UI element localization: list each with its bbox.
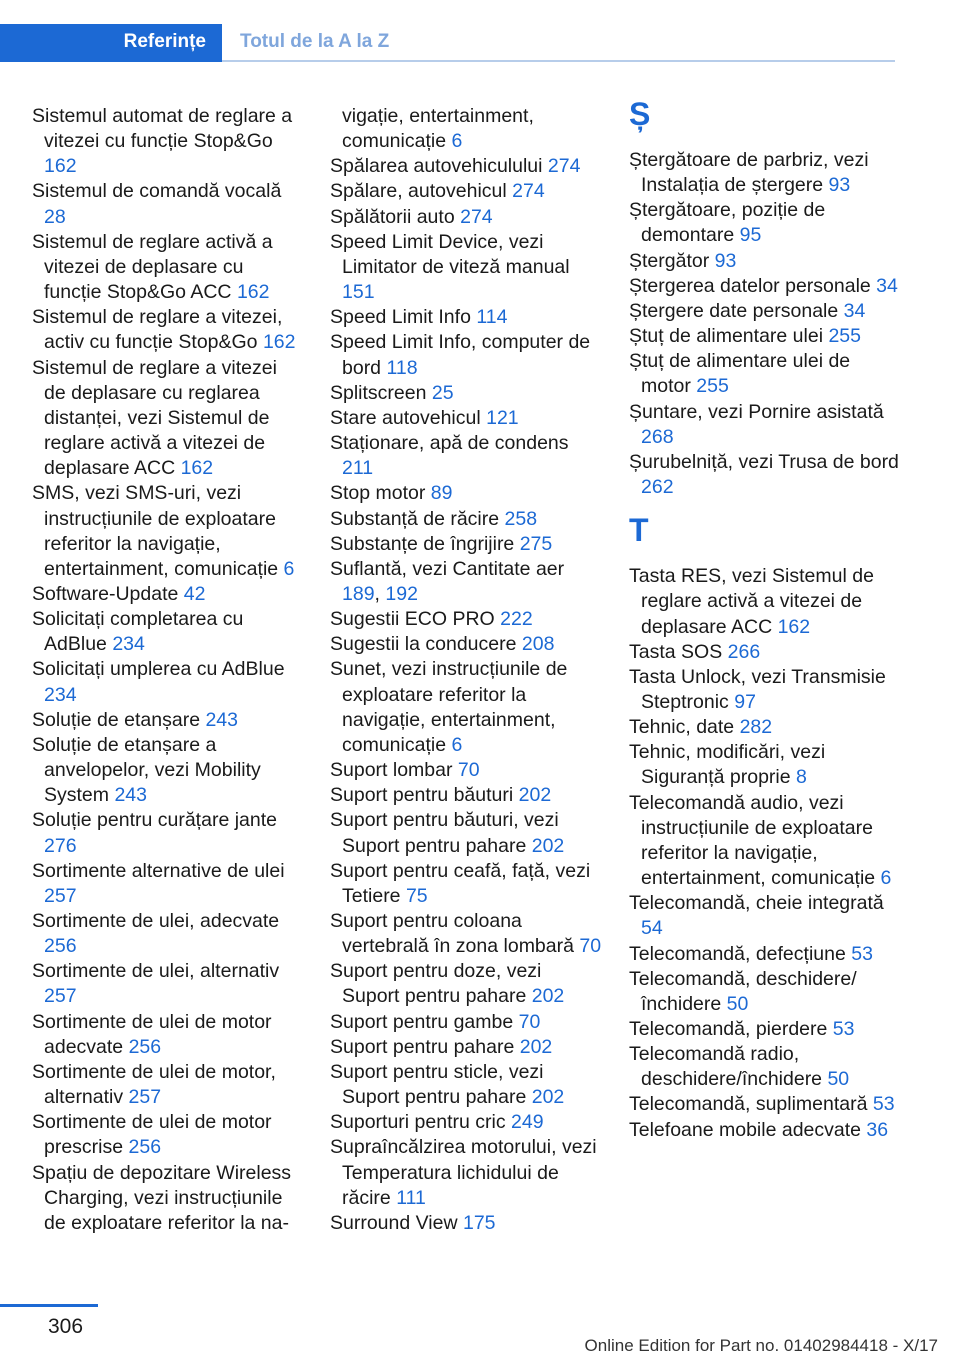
index-entry bbox=[330, 1010, 602, 1035]
page-reference-link[interactable]: 282 bbox=[739, 716, 773, 739]
index-entry bbox=[330, 607, 602, 632]
index-entry-text: Suflantă, vezi Cantitate aer bbox=[330, 557, 565, 580]
page-reference-link[interactable]: 114 bbox=[476, 306, 508, 329]
index-column-1 bbox=[32, 104, 304, 1236]
index-entry bbox=[330, 1060, 602, 1110]
page-reference-link[interactable]: 54 bbox=[641, 917, 663, 940]
index-entry-text: SMS, vezi SMS-uri, vezi instrucțiunile de exploatare referitor la navigație, entertainment, comunicație bbox=[32, 482, 284, 580]
section-letter: T bbox=[629, 512, 649, 549]
index-entry bbox=[330, 909, 602, 959]
tab-a-to-z[interactable]: Totul de la A la Z bbox=[240, 31, 390, 52]
index-entry-text: Solicitați completarea cu AdBlue bbox=[32, 608, 244, 656]
page-reference-link[interactable]: 50 bbox=[726, 992, 749, 1015]
index-entry-text: Ștergătoare, poziție de demontare bbox=[629, 199, 826, 247]
page-reference-link[interactable]: 70 bbox=[457, 759, 480, 782]
index-entry bbox=[32, 909, 304, 959]
index-entry bbox=[32, 607, 304, 657]
index-entry bbox=[32, 179, 304, 229]
index-entry bbox=[629, 274, 901, 299]
index-entry-text: Tehnic, modificări, vezi Siguranță proprie bbox=[629, 741, 826, 789]
index-entry-text: Ștergător bbox=[629, 249, 715, 272]
index-entry bbox=[32, 859, 304, 909]
page-reference-link[interactable]: 162 bbox=[236, 281, 270, 304]
page-reference-link[interactable]: 25 bbox=[431, 381, 454, 404]
page-reference-link[interactable]: 34 bbox=[843, 299, 866, 322]
index-entry bbox=[330, 381, 602, 406]
index-entry-text: Spălarea autovehiculului bbox=[330, 155, 548, 178]
index-entry bbox=[32, 104, 304, 179]
tab-references[interactable] bbox=[0, 24, 222, 62]
index-entry bbox=[629, 740, 901, 790]
index-entry-text: Speed Limit Info, computer de bord bbox=[330, 331, 591, 379]
index-entry-text: Speed Limit Device, vezi Limitator de viteză manual bbox=[330, 230, 570, 278]
index-entry-text: Stare autovehicul bbox=[330, 406, 487, 429]
index-entry-text: Sistemul de comandă vocală bbox=[32, 180, 282, 203]
index-entry bbox=[629, 299, 901, 324]
index-entry bbox=[330, 507, 602, 532]
index-entry-text: Sistemul automat de reglare a vitezei cu funcție Stop&Go bbox=[32, 105, 293, 153]
index-entry-text: Sunet, vezi instrucțiunile de exploatare referitor la navigație, entertainment, comunicație bbox=[330, 658, 568, 756]
index-entry bbox=[629, 791, 901, 892]
index-entry-text: Substanțe de îngrijire bbox=[330, 532, 520, 555]
index-entry bbox=[629, 665, 901, 715]
index-entry bbox=[330, 1135, 602, 1210]
page-reference-link[interactable]: 202 bbox=[531, 985, 565, 1008]
page-reference-link[interactable]: 257 bbox=[44, 884, 77, 907]
index-entry-text: Telecomandă, pierdere bbox=[629, 1018, 833, 1040]
index-entry bbox=[629, 1017, 901, 1042]
index-entry bbox=[32, 481, 304, 582]
index-entry-text: Sortimente de ulei de motor prescrise bbox=[32, 1111, 272, 1159]
index-entry bbox=[330, 808, 602, 858]
index-entry-text: Suport pentru sticle, vezi Suport pentru pahare bbox=[330, 1060, 544, 1109]
index-entry bbox=[32, 305, 304, 355]
index-entry-text: Tasta SOS bbox=[629, 640, 728, 663]
page-reference-link[interactable]: 6 bbox=[880, 867, 892, 890]
page-reference-link[interactable]: 75 bbox=[405, 884, 428, 907]
page-reference-link[interactable]: 189 bbox=[342, 582, 375, 605]
index-entry bbox=[330, 859, 602, 909]
index-entry bbox=[330, 406, 602, 431]
index-entry-text: Suport pentru pahare bbox=[330, 1035, 520, 1058]
page-reference-link[interactable]: 53 bbox=[872, 1093, 895, 1116]
index-entry bbox=[629, 640, 901, 665]
page-reference-link[interactable]: 162 bbox=[262, 331, 296, 354]
page-reference-link[interactable]: 243 bbox=[114, 784, 147, 807]
page-reference-link[interactable]: 222 bbox=[500, 608, 533, 631]
index-entry-text: Spălare, autovehicul bbox=[330, 180, 513, 203]
index-entry-text: Ștuț de alimentare ulei de motor bbox=[629, 350, 851, 398]
index-entry bbox=[330, 1211, 602, 1236]
index-entry-text: Splitscreen bbox=[330, 381, 432, 404]
index-entry-text: Sistemul de reglare a vitezei de deplasare cu reglarea distanței, vezi Sistemul de reglare activă a vitezei de deplasare ACC bbox=[32, 356, 277, 480]
index-entry-text: Suport lombar bbox=[330, 759, 458, 782]
index-entry bbox=[629, 349, 901, 399]
index-entry-text: Suport pentru coloana vertebrală în zona lombară bbox=[330, 910, 580, 958]
page-reference-link[interactable]: 70 bbox=[579, 935, 602, 958]
index-entry-text: Telecomandă, defecțiune bbox=[629, 942, 852, 965]
index-entry-text: Suporturi pentru cric bbox=[330, 1111, 511, 1134]
index-entry bbox=[330, 305, 602, 330]
index-entry-text: Telecomandă radio, deschidere/închidere bbox=[629, 1043, 828, 1091]
index-entry-text: Telecomandă, suplimentară bbox=[629, 1093, 873, 1116]
page-reference-link[interactable]: 8 bbox=[796, 766, 807, 789]
section-letter: Ș bbox=[629, 96, 651, 132]
index-entry-text: Surround View bbox=[330, 1211, 463, 1234]
header-bar bbox=[0, 24, 895, 64]
page-reference-link[interactable]: 274 bbox=[512, 180, 545, 203]
index-entry-text: Tasta Unlock, vezi Transmisie Steptronic bbox=[629, 665, 886, 713]
index-entry bbox=[629, 450, 901, 500]
page-reference-link[interactable]: 89 bbox=[430, 482, 453, 505]
page-reference-link[interactable]: 121 bbox=[486, 406, 519, 429]
page-reference-link[interactable]: 6 bbox=[451, 733, 463, 756]
page-reference-link[interactable]: 28 bbox=[44, 205, 66, 228]
index-entry-text: Suport pentru gambe bbox=[330, 1010, 519, 1033]
index-entry bbox=[330, 205, 602, 230]
index-entry bbox=[330, 1035, 602, 1060]
index-entry-text: Telecomandă, cheie integrată bbox=[629, 892, 884, 915]
index-entry-text: Sugestii la conducere bbox=[330, 633, 522, 656]
index-entry bbox=[330, 330, 602, 380]
page-reference-link[interactable]: 175 bbox=[462, 1211, 496, 1234]
index-entry bbox=[330, 154, 602, 179]
page-reference-link[interactable]: 202 bbox=[519, 1035, 553, 1058]
index-entry bbox=[629, 942, 901, 967]
index-entry bbox=[32, 356, 304, 482]
page-reference-link[interactable]: 70 bbox=[518, 1010, 541, 1033]
index-entry-text: Suport pentru băuturi, vezi Suport pentru pahare bbox=[330, 809, 559, 857]
index-entry bbox=[32, 582, 304, 607]
index-entry-text: Sortimente de ulei, alternativ bbox=[32, 960, 280, 983]
page-reference-link[interactable]: 162 bbox=[180, 457, 214, 480]
index-entry bbox=[32, 959, 304, 1009]
index-entry-text: Ștergerea datelor personale bbox=[629, 274, 877, 297]
page-reference-link[interactable]: 266 bbox=[727, 640, 761, 663]
index-entry-text: Sistemul de reglare a vitezei, activ cu funcție Stop&Go bbox=[32, 306, 283, 354]
page-reference-link[interactable]: 42 bbox=[183, 582, 206, 605]
index-entry bbox=[32, 733, 304, 808]
index-entry bbox=[629, 715, 901, 740]
index-entry bbox=[32, 708, 304, 733]
page-reference-link[interactable]: 6 bbox=[451, 130, 463, 153]
index-entry bbox=[629, 324, 901, 349]
page-reference-link[interactable]: 256 bbox=[128, 1035, 162, 1058]
page-reference-link[interactable]: 255 bbox=[696, 375, 729, 398]
index-entry-text: Soluție de etanșare a anvelopelor, vezi Mobility System bbox=[32, 733, 261, 807]
index-entry-text: Sistemul de reglare activă a vitezei de deplasare cu funcție Stop&Go ACC bbox=[32, 230, 273, 304]
page-reference-link[interactable]: 257 bbox=[44, 985, 77, 1008]
index-entry-text: Solicitați umplerea cu AdBlue bbox=[32, 658, 285, 681]
index-entry-text: Supraîncălzirea motorului, vezi Temperatura lichidului de răcire bbox=[330, 1136, 597, 1209]
index-entry-text: Speed Limit Info bbox=[330, 306, 477, 329]
page-reference-link[interactable]: 211 bbox=[342, 457, 374, 480]
index-entry-text: Soluție de etanșare bbox=[32, 708, 206, 731]
index-entry bbox=[330, 230, 602, 305]
page-reference-link[interactable]: 276 bbox=[44, 834, 77, 857]
index-entry-text: Spălătorii auto bbox=[330, 205, 461, 228]
page-reference-link[interactable]: 50 bbox=[827, 1068, 850, 1091]
index-entry-text: Suport pentru ceafă, față, vezi Tetiere bbox=[330, 859, 591, 907]
page-reference-link[interactable]: 151 bbox=[342, 281, 375, 304]
page-reference-link[interactable]: 162 bbox=[44, 155, 77, 178]
index-entry bbox=[330, 657, 602, 758]
header-divider bbox=[222, 60, 895, 62]
page-number: 306 bbox=[48, 1315, 84, 1338]
page-reference-link[interactable]: 202 bbox=[518, 784, 552, 807]
index-entry bbox=[32, 1110, 304, 1160]
index-entry-text: Telecomandă audio, vezi instrucțiunile de exploatare referitor la navigație, entertainment, comunicație bbox=[629, 791, 881, 890]
index-entry bbox=[32, 808, 304, 858]
index-entry bbox=[330, 959, 602, 1009]
page-reference-link[interactable]: 93 bbox=[714, 249, 737, 272]
page-reference-link[interactable]: 262 bbox=[641, 476, 674, 499]
index-entry bbox=[32, 1060, 304, 1110]
page-reference-link[interactable]: 53 bbox=[832, 1018, 855, 1040]
index-entry bbox=[330, 783, 602, 808]
page-reference-link[interactable]: 268 bbox=[641, 425, 674, 448]
index-entry bbox=[32, 657, 304, 707]
page-reference-link[interactable]: 249 bbox=[511, 1111, 544, 1134]
index-entry-text: Șuntare, vezi Pornire asistată bbox=[629, 400, 884, 423]
page-reference-link[interactable]: 162 bbox=[777, 615, 811, 638]
index-column-3 bbox=[629, 96, 901, 1143]
index-entry bbox=[330, 179, 602, 204]
index-entry-text: Software-Update bbox=[32, 582, 184, 605]
page-reference-link[interactable]: 95 bbox=[739, 224, 762, 247]
index-entry bbox=[330, 758, 602, 783]
index-entry bbox=[629, 148, 901, 198]
index-column-2 bbox=[330, 104, 602, 1236]
index-entry bbox=[330, 104, 602, 154]
index-entry-text: Tasta RES, vezi Sistemul de reglare activă a vitezei de deplasare ACC bbox=[629, 565, 874, 638]
page-reference-link[interactable]: 274 bbox=[547, 155, 581, 178]
tab-references-label: Referințe bbox=[123, 31, 206, 52]
index-entry-text: Sortimente de ulei, adecvate bbox=[32, 910, 280, 932]
index-entry-text: Sortimente alternative de ulei bbox=[32, 859, 285, 882]
index-entry-text: Sortimente de ulei de motor, alternativ bbox=[32, 1060, 276, 1109]
index-entry-text: Telecomandă, deschidere/închidere bbox=[629, 967, 857, 1015]
page-reference-link[interactable]: 258 bbox=[504, 507, 538, 530]
index-entry bbox=[629, 198, 901, 248]
page-reference-link[interactable]: 256 bbox=[128, 1136, 162, 1159]
edition-note: Online Edition for Part no. 01402984418 - X/17 bbox=[584, 1336, 938, 1355]
index-entry bbox=[629, 564, 901, 639]
index-entry-text: Șurubelniță, vezi Trusa de bord bbox=[629, 450, 899, 473]
index-entry-text: Suport pentru băuturi bbox=[330, 784, 519, 807]
page-reference-link[interactable]: 53 bbox=[851, 942, 873, 965]
index-entry-text: Telefoane mobile adecvate bbox=[629, 1118, 867, 1141]
index-entry-text: Spațiu de depozitare Wireless Charging, vezi instrucțiunile de exploatare referitor la na- bbox=[32, 1161, 292, 1234]
page-reference-link[interactable]: 255 bbox=[828, 325, 861, 348]
index-entry bbox=[629, 1118, 901, 1143]
page-reference-link[interactable]: 97 bbox=[734, 690, 756, 713]
page-reference-link[interactable]: 274 bbox=[460, 205, 493, 228]
index-entry-text: Staționare, apă de condens bbox=[330, 432, 569, 455]
page-reference-link[interactable]: 36 bbox=[866, 1118, 889, 1141]
page-reference-link[interactable]: 192 bbox=[385, 582, 418, 605]
index-entry-text: Tehnic, date bbox=[629, 716, 740, 739]
index-entry bbox=[32, 1010, 304, 1060]
index-entry bbox=[629, 967, 901, 1017]
index-entry-text: Ștuț de alimentare ulei bbox=[629, 325, 829, 348]
page-reference-link[interactable]: 93 bbox=[828, 174, 851, 197]
index-entry-text: Soluție pentru curățare jante bbox=[32, 809, 277, 832]
index-entry bbox=[32, 1161, 304, 1236]
index-entry bbox=[330, 1110, 602, 1135]
index-entry-text: Substanță de răcire bbox=[330, 507, 505, 530]
index-entry-text: Ștergere date personale bbox=[629, 299, 844, 322]
index-entry bbox=[629, 891, 901, 941]
page-reference-link[interactable]: 111 bbox=[396, 1186, 426, 1209]
page-reference-link[interactable]: 234 bbox=[44, 683, 77, 706]
page-reference-link[interactable]: 234 bbox=[112, 633, 145, 656]
index-entry-text: Sortimente de ulei de motor adecvate bbox=[32, 1010, 272, 1058]
index-entry bbox=[330, 532, 602, 557]
page-reference-link[interactable]: 6 bbox=[283, 557, 295, 580]
index-entry bbox=[629, 249, 901, 274]
page-reference-link[interactable]: 208 bbox=[521, 633, 555, 656]
page-reference-link[interactable]: 257 bbox=[128, 1086, 162, 1109]
page-reference-link[interactable]: 202 bbox=[531, 1086, 565, 1109]
footer-accent-line bbox=[0, 1304, 98, 1307]
page-reference-link[interactable]: 34 bbox=[876, 274, 898, 297]
index-entry bbox=[330, 632, 602, 657]
page-reference-link[interactable]: 243 bbox=[205, 708, 238, 731]
index-entry-text: Ștergătoare de parbriz, vezi Instalația de ștergere bbox=[629, 149, 869, 197]
page-reference-link[interactable]: 256 bbox=[44, 935, 77, 958]
index-entry-text: Stop motor bbox=[330, 482, 431, 505]
index-entry-text: Sugestii ECO PRO bbox=[330, 608, 501, 631]
index-entry bbox=[330, 431, 602, 481]
page-reference-link[interactable]: 118 bbox=[386, 356, 418, 379]
page-reference-link[interactable]: 202 bbox=[531, 834, 565, 857]
index-entry-text: Suport pentru doze, vezi Suport pentru pahare bbox=[330, 960, 542, 1008]
index-entry bbox=[32, 230, 304, 305]
index-entry-text: vigație, entertainment, comunicație bbox=[342, 105, 534, 153]
index-entry bbox=[629, 1042, 901, 1092]
index-entry bbox=[629, 1092, 901, 1117]
index-entry: Suflantă, vezi Cantitate aer 189, 192 bbox=[330, 557, 565, 605]
page-reference-link[interactable]: 275 bbox=[519, 532, 553, 555]
index-entry bbox=[330, 481, 602, 506]
index-entry bbox=[629, 400, 901, 450]
